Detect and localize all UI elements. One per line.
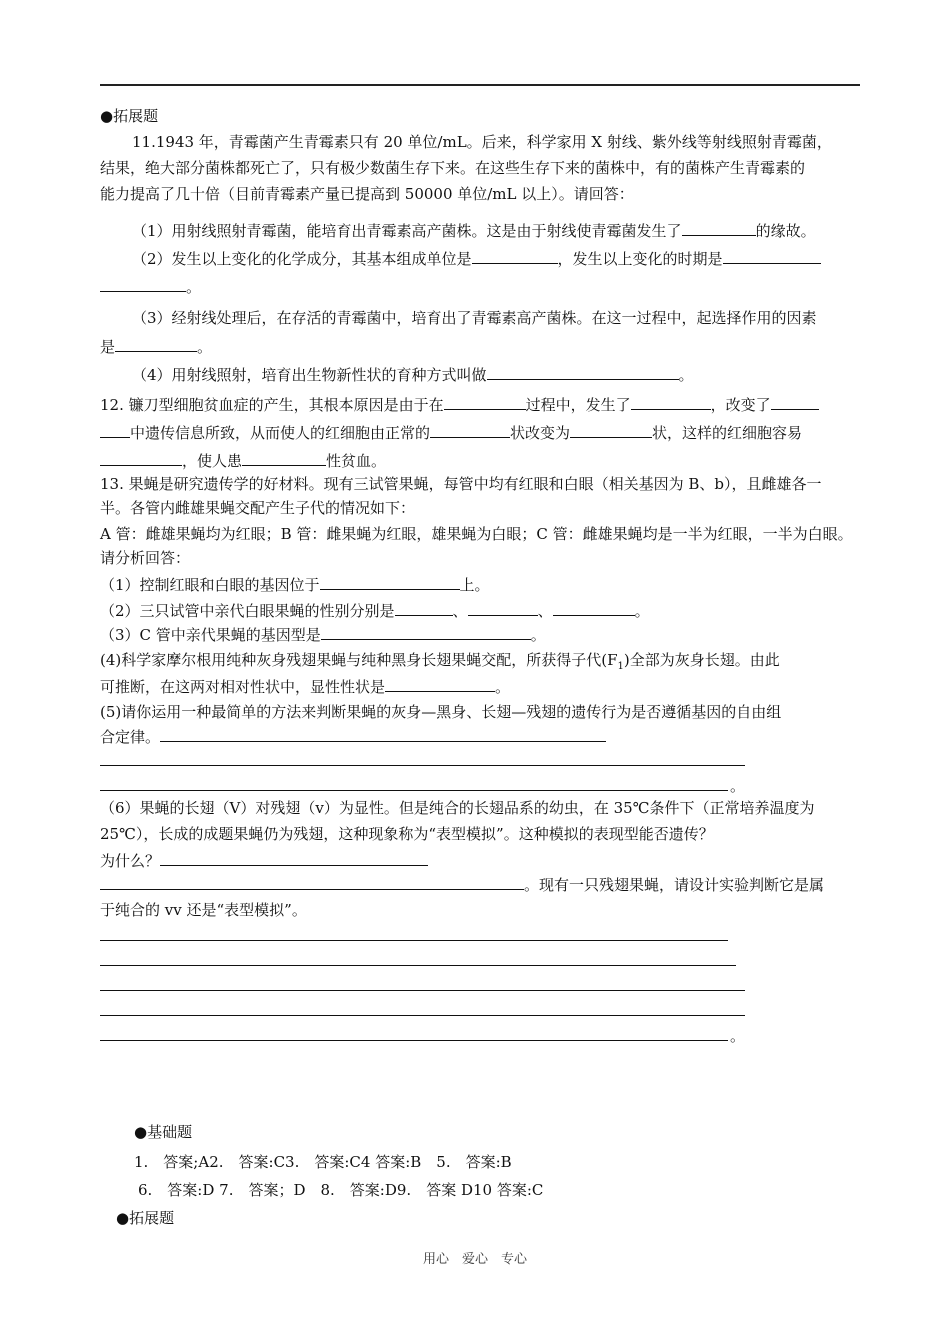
q13-p4-subscript: 1 [617, 661, 624, 672]
q13-p6-end: 。 [730, 1027, 746, 1045]
q13-p6-answer-line-1[interactable] [100, 940, 728, 941]
q13-part-6-line-5: 于纯合的 vv 还是“表型模拟”。 [100, 901, 307, 919]
q13-p3-blank[interactable] [321, 624, 531, 640]
q13-p1-blank[interactable] [320, 574, 460, 590]
q11-intro-line-2: 结果，绝大部分菌株都死亡了，只有极少数菌生存下来。在这些生存下来的菌株中，有的菌株产生青霉素的 [100, 159, 806, 177]
q11-p3-text: 是 [100, 338, 116, 356]
q11-p4-blank[interactable] [487, 364, 679, 380]
q13-p6-text-d: 。现有一只残翅果蝇，请设计实验判断它是属 [524, 876, 825, 894]
q11-p3-blank[interactable] [115, 336, 197, 352]
q13-p3-end: 。 [530, 626, 546, 644]
q12-blank-1[interactable] [444, 394, 526, 410]
q13-p2-text: （2）三只试管中亲代白眼果蝇的性别分别是 [100, 602, 395, 620]
q11-part-4 [132, 364, 694, 385]
q11-part-3-cont [100, 336, 212, 357]
q13-part-5-cont [100, 726, 606, 747]
q13-p2-end: 。 [634, 602, 650, 620]
q11-p2-blank-3[interactable] [100, 276, 186, 292]
q13-part-6-line-2: 25℃），长成的成题果蝇仍为残翅，这种现象称为“表型模拟”。这种模拟的表现型能否遗传？ [100, 825, 714, 843]
q13-part-2 [100, 600, 650, 621]
q11-part-2-cont [100, 276, 201, 297]
q13-p2-sep-1: 、 [452, 602, 468, 620]
q12-blank-7[interactable] [242, 450, 326, 466]
q13-part-6-line-1: （6）果蝇的长翅（V）对残翅（v）为显性。但是纯合的长翅品系的幼虫，在 35℃条件下（正常培养温度为 [100, 799, 815, 817]
q11-part-3: （3）经射线处理后，在存活的青霉菌中，培育出了青霉素高产菌株。在这一过程中，起选择作用的因素 [132, 309, 817, 327]
q13-p6-answer-line-2[interactable] [100, 965, 736, 966]
q13-p2-blank-3[interactable] [553, 600, 635, 616]
q11-p3-end: 。 [197, 338, 213, 356]
q12-blank-3-cont[interactable] [100, 422, 130, 438]
q12-text-b: 过程中，发生了 [525, 396, 631, 414]
answers-row-1: 1. 答案;A2. 答案:C3. 答案:C4 答案:B 5. 答案:B [134, 1153, 512, 1171]
q11-p2-blank-2[interactable] [723, 248, 821, 264]
q13-part-1 [100, 574, 490, 595]
q12-line-2 [100, 422, 802, 443]
q13-p6-why: 为什么？ [100, 852, 161, 870]
q11-part-2 [132, 248, 821, 269]
q11-part-1 [132, 220, 816, 241]
q13-ask: 请分析回答： [100, 549, 191, 567]
q11-p1-end: 的缘故。 [755, 222, 816, 240]
answers-row-2: 6. 答案:D 7. 答案；D 8. 答案:D9. 答案 D10 答案:C [138, 1181, 544, 1199]
q13-p4-text: (4)科学家摩尔根用纯种灰身残翅果蝇与纯种黑身长翅果蝇交配，所获得子代(F [100, 651, 618, 669]
q13-part-4-cont [100, 676, 510, 697]
q12-text-c: ，改变了 [710, 396, 771, 414]
q12-text-h: 性贫血。 [326, 452, 387, 470]
q12-text-g: ，使人患 [182, 452, 243, 470]
q13-p5-blank-1[interactable] [160, 726, 606, 742]
q12-blank-4[interactable] [430, 422, 510, 438]
q11-p2-mid: ，发生以上变化的时期是 [557, 250, 723, 268]
q11-p4-end: 。 [678, 366, 694, 384]
q11-p2-end: 。 [186, 278, 202, 296]
q12-blank-2[interactable] [631, 394, 711, 410]
answers-basic-heading: ●基础题 [134, 1123, 193, 1141]
q13-p4-blank[interactable] [385, 676, 495, 692]
q12-blank-6[interactable] [100, 450, 182, 466]
q13-p5-answer-line-3[interactable] [100, 790, 728, 791]
q11-p1-text: （1）用射线照射青霉菌，能培育出青霉素高产菌株。这是由于射线使青霉菌发生了 [132, 222, 682, 240]
q13-p5-end: 。 [730, 777, 746, 795]
q13-part-4 [100, 650, 780, 677]
top-rule [100, 84, 860, 86]
q11-p2-blank-1[interactable] [472, 248, 558, 264]
q13-p6-blank-2[interactable] [100, 874, 524, 890]
q13-part-6-line-3 [100, 850, 428, 871]
q12-text-d: 中遗传信息所致，从而使人的红细胞由正常的 [130, 424, 431, 442]
q13-p6-answer-line-5[interactable] [100, 1040, 728, 1041]
q11-intro-line-1: 11.1943 年，青霉菌产生青霉素只有 20 单位/mL。后来，科学家用 X 射线、紫外线等射线照射青霉菌， [132, 133, 832, 151]
q13-p6-answer-line-4[interactable] [100, 1015, 745, 1016]
q13-p4-end: 。 [495, 678, 511, 696]
answers-extension-heading: ●拓展题 [116, 1209, 175, 1227]
q12-line-3 [100, 450, 386, 471]
q13-p5-text: 合定律。 [100, 728, 161, 746]
q12-text-a: 12. 镰刀型细胞贫血症的产生，其根本原因是由于在 [100, 396, 444, 414]
q13-part-3 [100, 624, 546, 645]
q13-tube-results: A 管：雌雄果蝇均为红眼；B 管：雌果蝇为红眼，雄果蝇为白眼；C 管：雌雄果蝇均是一半为红眼，一半为白眼。 [100, 525, 853, 543]
q11-p1-blank[interactable] [682, 220, 756, 236]
q13-p5-answer-line-2[interactable] [100, 765, 745, 766]
section-heading-extension: ●拓展题 [100, 107, 159, 125]
q13-p4-text-c: 可推断，在这两对相对性状中，显性性状是 [100, 678, 386, 696]
q13-part-6-line-4 [100, 874, 824, 895]
q12-blank-5[interactable] [570, 422, 652, 438]
q11-p4-text: （4）用射线照射，培育出生物新性状的育种方式叫做 [132, 366, 487, 384]
q13-p2-blank-2[interactable] [468, 600, 538, 616]
q13-part-5: (5)请你运用一种最简单的方法来判断果蝇的灰身—黑身、长翅—残翅的遗传行为是否遵循基因的自由组 [100, 703, 782, 721]
q13-p1-end: 上。 [459, 576, 490, 594]
page-footer: 用心 爱心 专心 [422, 1252, 527, 1267]
q13-intro-line-2: 半。各管内雌雄果蝇交配产生子代的情况如下： [100, 499, 416, 517]
q13-p6-blank-1[interactable] [160, 850, 428, 866]
q12-text-f: 状，这样的红细胞容易 [652, 424, 803, 442]
q12-blank-3[interactable] [771, 394, 819, 410]
q11-intro-line-3: 能力提高了几十倍（目前青霉素产量已提高到 50000 单位/mL 以上）。请回答： [100, 185, 634, 203]
q12-text-e: 状改变为 [510, 424, 571, 442]
q13-intro-line-1: 13. 果蝇是研究遗传学的好材料。现有三试管果蝇，每管中均有红眼和白眼（相关基因为 B、b），且雌雄各一 [100, 475, 822, 493]
q13-p2-sep-2: 、 [537, 602, 553, 620]
q13-p3-text: （3）C 管中亲代果蝇的基因型是 [100, 626, 321, 644]
q13-p2-blank-1[interactable] [395, 600, 453, 616]
q13-p1-text: （1）控制红眼和白眼的基因位于 [100, 576, 320, 594]
q11-p2-text: （2）发生以上变化的化学成分，其基本组成单位是 [132, 250, 472, 268]
q13-p4-text-b: )全部为灰身长翅。由此 [623, 651, 780, 669]
q13-p6-answer-line-3[interactable] [100, 990, 745, 991]
q12-line-1 [100, 394, 819, 415]
